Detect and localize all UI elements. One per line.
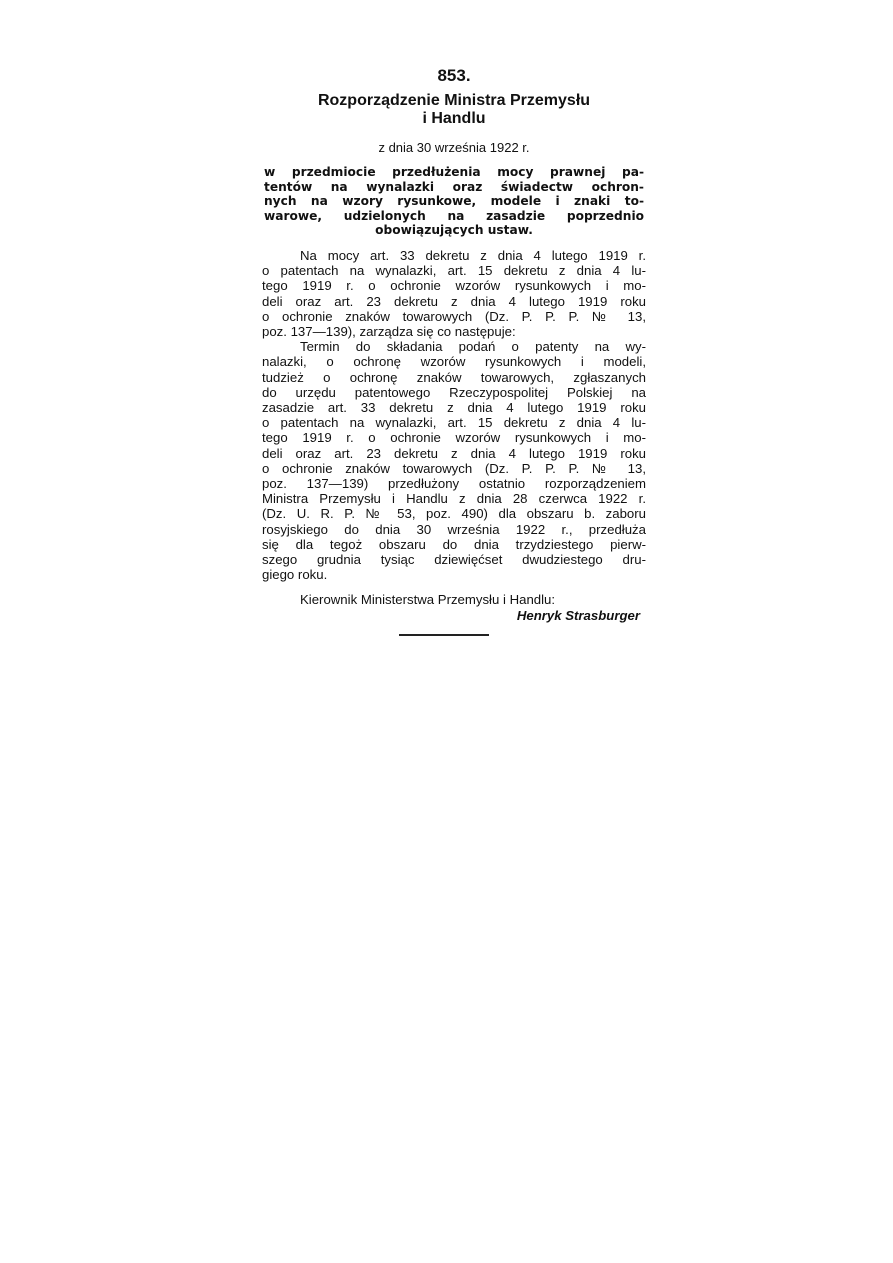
body-line: poz. 137—139), zarządza się co następuje: <box>262 323 516 339</box>
body-line: tudzież o ochronę znaków towarowych, zgłaszanych <box>262 369 646 385</box>
title-line: i Handlu <box>422 110 486 127</box>
subject-line: warowe, udzielonych na zasadzie poprzednio <box>264 208 644 223</box>
signatory-name: Henryk Strasburger <box>516 608 640 624</box>
body-line: Na mocy art. 33 dekretu z dnia 4 lutego 1919 r. <box>300 247 646 263</box>
body-line: Ministra Przemysłu i Handlu z dnia 28 czerwca 1922 r. <box>262 491 646 507</box>
body-line: (Dz. U. R. P. № 53, poz. 490) dla obszaru b. zaboru <box>262 506 646 522</box>
body-line: poz. 137—139) przedłużony ostatnio rozporządzeniem <box>262 476 646 492</box>
body-line: tego 1919 r. o ochronie wzorów rysunkowych i mo- <box>262 278 646 294</box>
body-line: deli oraz art. 23 dekretu z dnia 4 lutego 1919 roku <box>262 445 646 461</box>
entry-number: 853. <box>437 66 471 85</box>
signature-block <box>262 592 646 624</box>
body-line: tego 1919 r. o ochronie wzorów rysunkowych i mo- <box>262 430 646 446</box>
document-body <box>262 248 646 582</box>
subject-line: w przedmiocie przedłużenia mocy prawnej pa- <box>264 165 644 179</box>
subject-line: nych na wzory rysunkowe, modele i znaki to- <box>264 194 644 209</box>
body-line: giego roku. <box>262 567 328 583</box>
document-subject <box>262 165 646 238</box>
body-line: o ochronie znaków towarowych (Dz. P. P. P. № 13, <box>262 460 646 476</box>
signatory-title: Kierownik Ministerstwa Przemysłu i Handlu: <box>300 592 556 608</box>
title-line: Rozporządzenie Ministra Przemysłu <box>317 92 591 109</box>
document-page <box>262 66 646 636</box>
subject-line: obowiązujących ustaw. <box>375 223 533 238</box>
body-line: się dla tegoż obszaru do dnia trzydziestego pierw- <box>262 536 646 552</box>
body-line: szego grudnia tysiąc dziewięćset dwudziestego dru- <box>262 552 646 568</box>
body-line: zasadzie art. 33 dekretu z dnia 4 lutego 1919 roku <box>262 400 646 415</box>
body-line: nalazki, o ochronę wzorów rysunkowych i modeli, <box>262 354 646 370</box>
document-date: z dnia 30 września 1922 r. <box>378 140 530 155</box>
body-line: o patentach na wynalazki, art. 15 dekretu z dnia 4 lu- <box>262 263 646 279</box>
body-line: deli oraz art. 23 dekretu z dnia 4 lutego 1919 roku <box>262 293 646 309</box>
body-line: Termin do składania podań o patenty na wy- <box>300 339 646 355</box>
closing-rule <box>399 634 489 636</box>
body-line: do urzędu patentowego Rzeczypospolitej Polskiej na <box>262 384 646 400</box>
body-line: o ochronie znaków towarowych (Dz. P. P. P. № 13, <box>262 308 646 324</box>
body-line: o patentach na wynalazki, art. 15 dekretu z dnia 4 lu- <box>262 415 646 431</box>
subject-line: tentów na wynalazki oraz świadectw ochron- <box>264 179 644 194</box>
body-line: rosyjskiego do dnia 30 września 1922 r., przedłuża <box>262 521 646 537</box>
document-title <box>262 92 646 128</box>
